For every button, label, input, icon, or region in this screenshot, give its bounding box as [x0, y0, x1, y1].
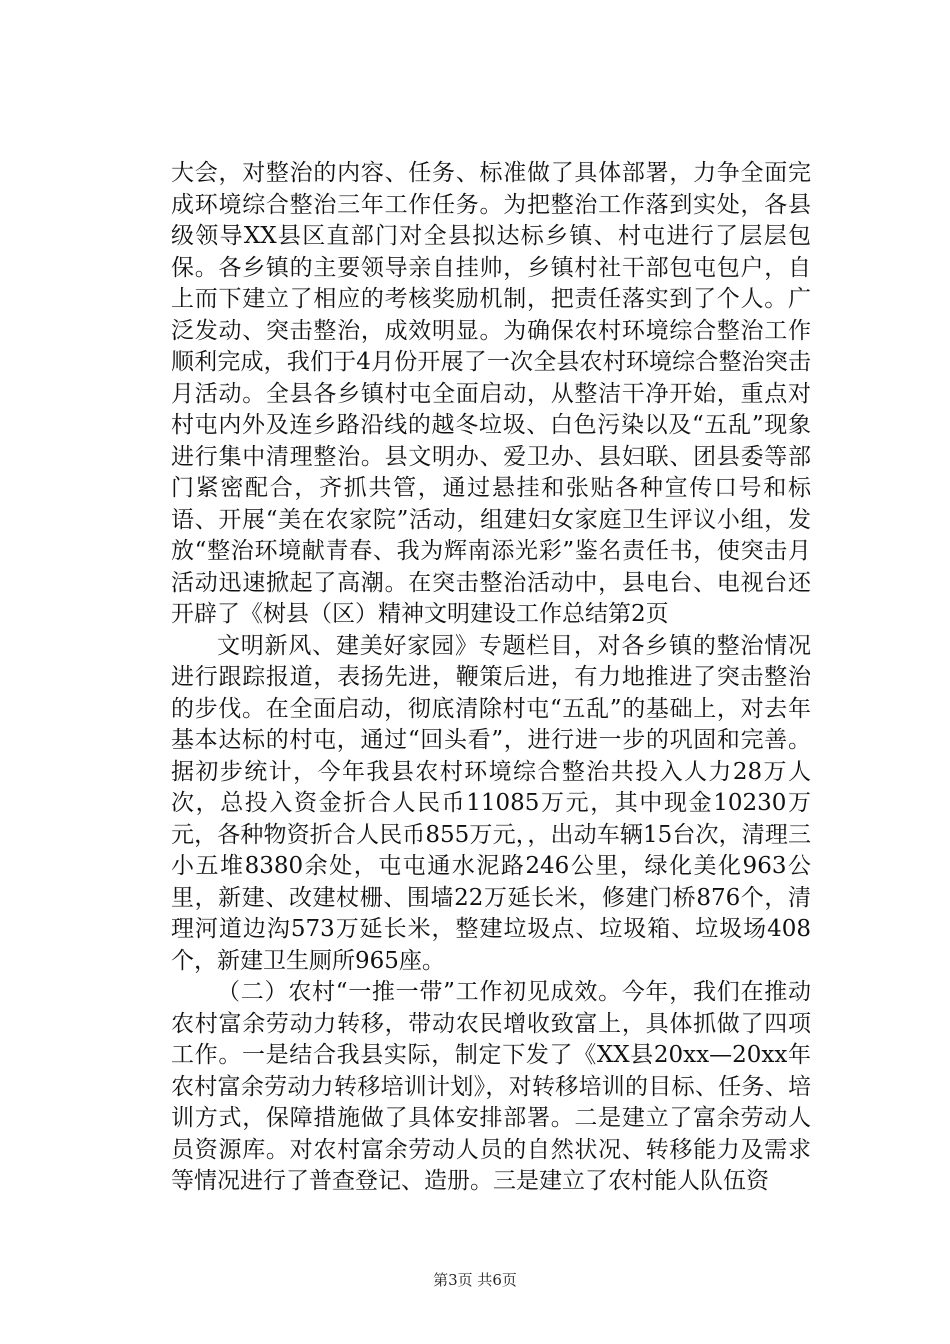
- paragraph-3: （二）农村“一推一带”工作初见成效。今年，我们在推动农村富余劳动力转移，带动农民增收致富上，具体抓做了四项工作。一是结合我县实际，制定下发了《XX县20xx—20xx年农村富余劳动力转移培训计划》，对转移培训的目标、任务、培训方式，保障措施做了具体安排部署。二是建立了富余劳动人员资源库。对农村富余劳动人员的自然状况、转移能力及需求等情况进行了普查登记、造册。三是建立了农村能人队伍资: [171, 979, 811, 1194]
- document-body: [171, 158, 811, 1198]
- page-footer: 第3页 共6页: [433, 1271, 517, 1289]
- paragraph-1: 大会，对整治的内容、任务、标准做了具体部署，力争全面完成环境综合整治三年工作任务。为把整治工作落到实处，各县级领导XX县区直部门对全县拟达标乡镇、村屯进行了层层包保。各乡镇的主要领导亲自挂帅，乡镇村社干部包屯包户，自上而下建立了相应的考核奖励机制，把责任落实到了个人。广泛发动、突击整治，成效明显。为确保农村环境综合整治工作顺利完成，我们于4月份开展了一次全县农村环境综合整治突击月活动。全县各乡镇村屯全面启动，从整洁干净开始，重点对村屯内外及连乡路沿线的越冬垃圾、白色污染以及“五乱”现象进行集中清理整治。县文明办、爱卫办、县妇联、团县委等部门紧密配合，齐抓共管，通过悬挂和张贴各种宣传口号和标语、开展“美在农家院”活动，组建妇女家庭卫生评议小组，发放“整治环境献青春、我为辉南添光彩”鉴名责任书，使突击月活动迅速掀起了高潮。在突击整治活动中，县电台、电视台还开辟了《树县（区）精神文明建设工作总结第2页: [171, 160, 811, 627]
- paragraph-2: 文明新风、建美好家园》专题栏目，对各乡镇的整治情况进行跟踪报道，表扬先进，鞭策后进，有力地推进了突击整治的步伐。在全面启动，彻底清除村屯“五乱”的基础上，对去年基本达标的村屯，通过“回头看”，进行进一步的巩固和完善。据初步统计，今年我县农村环境综合整治共投入人力28万人次，总投入资金折合人民币11085万元，其中现金10230万元，各种物资折合人民币855万元，，出动车辆15台次，清理三小五堆8380余处，屯屯通水泥路246公里，绿化美化963公里，新建、改建杖栅、围墙22万延长米，修建门桥876个，清理河道边沟573万延长米，整建垃圾点、垃圾箱、垃圾场408个，新建卫生厕所965座。: [171, 632, 811, 974]
